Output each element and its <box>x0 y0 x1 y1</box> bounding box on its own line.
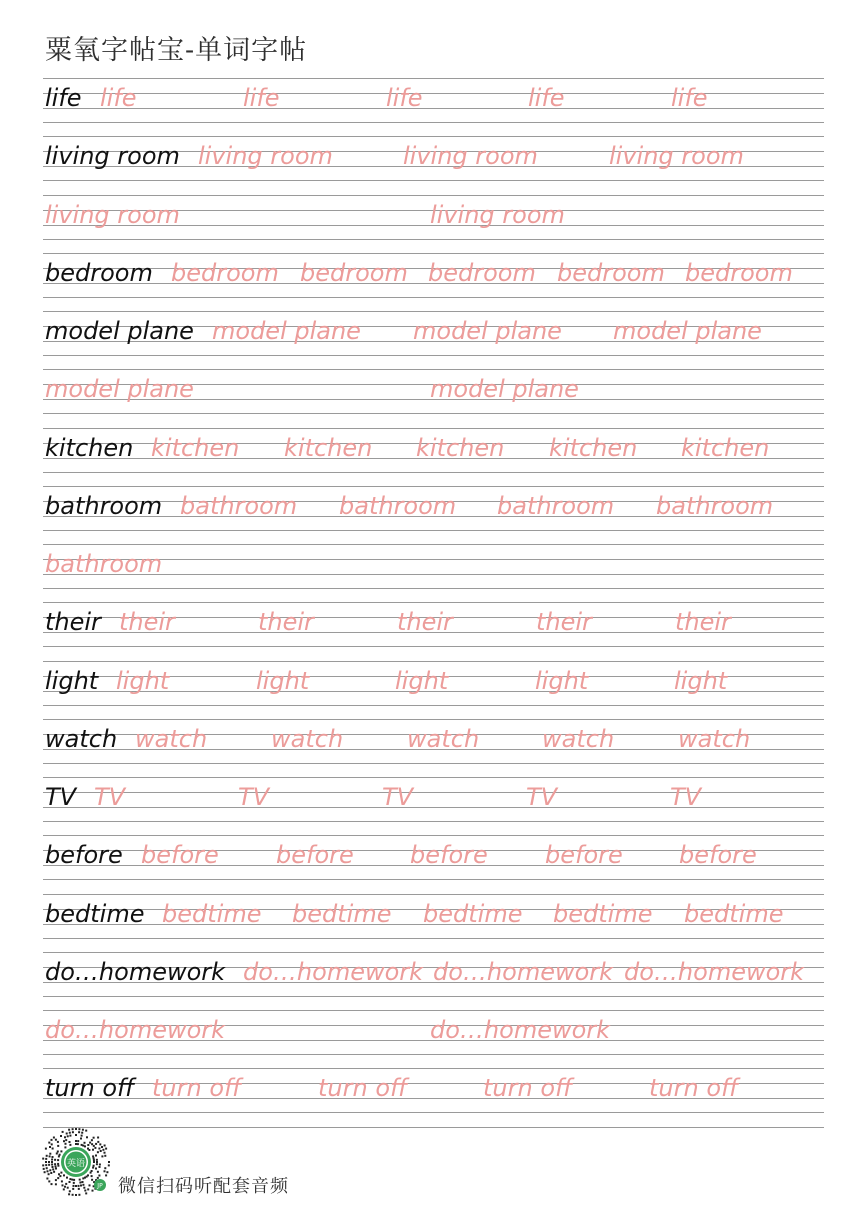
rule-line <box>43 122 824 123</box>
trace-word: their <box>258 608 314 637</box>
practice-rows <box>43 78 824 1128</box>
rule-line <box>43 952 824 953</box>
practice-row <box>43 1068 824 1126</box>
practice-row <box>43 835 824 893</box>
page-title: 粟氧字帖宝-单词字帖 <box>45 35 308 66</box>
trace-word: bedroom <box>171 258 279 287</box>
trace-word: model plane <box>212 317 361 345</box>
trace-word: bathroom <box>339 491 457 520</box>
rule-line <box>43 355 824 356</box>
rule-line <box>43 297 824 298</box>
footer <box>40 1126 440 1206</box>
rule-line <box>43 1068 824 1069</box>
trace-word: model plane <box>613 317 762 345</box>
trace-word: bedtime <box>684 899 784 928</box>
trace-word: watch <box>542 724 615 753</box>
trace-word: model plane <box>430 375 579 404</box>
rule-line <box>43 835 824 836</box>
lead-word: turn off <box>45 1074 135 1103</box>
rule-line <box>43 705 824 706</box>
rule-line <box>43 239 824 240</box>
trace-word: light <box>535 666 589 695</box>
footer-text: 微信扫码听配套音频 <box>118 1176 289 1197</box>
trace-word: bathroom <box>180 491 298 520</box>
trace-word: their <box>397 608 453 637</box>
trace-word: turn off <box>483 1074 573 1103</box>
rule-line <box>43 472 824 473</box>
rule-line <box>43 253 824 254</box>
qr-corner-label: JP <box>97 1182 103 1190</box>
rule-line <box>43 180 824 181</box>
trace-word: do…homework <box>433 957 614 986</box>
lead-word: bedroom <box>45 258 153 287</box>
rule-line <box>43 1010 824 1011</box>
trace-word: kitchen <box>151 433 240 462</box>
trace-word: bedtime <box>292 899 392 928</box>
rule-line <box>43 807 824 808</box>
trace-word: before <box>141 841 219 870</box>
trace-word: kitchen <box>549 433 638 462</box>
rule-line <box>43 777 824 778</box>
trace-word: turn off <box>649 1074 739 1103</box>
trace-word: light <box>674 666 728 695</box>
trace-word: watch <box>271 724 344 753</box>
trace-word: turn off <box>318 1074 408 1103</box>
trace-word: life <box>243 84 280 112</box>
trace-word: bedroom <box>685 258 793 287</box>
practice-row <box>43 428 824 486</box>
rule-line <box>43 879 824 880</box>
practice-row <box>43 661 824 719</box>
trace-word: bedroom <box>300 258 408 287</box>
lead-word: bedtime <box>45 899 145 928</box>
trace-word: kitchen <box>416 433 505 462</box>
trace-word: before <box>545 841 623 870</box>
rule-line <box>43 78 824 79</box>
trace-word: kitchen <box>284 433 373 462</box>
trace-word: model plane <box>45 375 194 404</box>
trace-word: their <box>536 608 592 637</box>
lead-word: model plane <box>45 317 194 345</box>
trace-word: light <box>395 666 449 695</box>
trace-word: kitchen <box>681 433 770 462</box>
trace-word: bathroom <box>497 491 615 520</box>
trace-word: before <box>679 841 757 870</box>
trace-word: life <box>671 84 708 112</box>
rule-line <box>43 544 824 545</box>
rule-line <box>43 763 824 764</box>
trace-word: life <box>386 84 423 112</box>
rule-line <box>43 821 824 822</box>
trace-word: TV <box>526 783 558 811</box>
rule-line <box>43 311 824 312</box>
trace-word: watch <box>135 724 208 753</box>
practice-row <box>43 719 824 777</box>
trace-word: do…homework <box>243 957 424 986</box>
rule-line <box>43 486 824 487</box>
lead-word: their <box>45 608 101 637</box>
trace-word: living room <box>609 142 744 171</box>
trace-word: do…homework <box>624 957 805 986</box>
practice-row <box>43 311 824 369</box>
trace-word: model plane <box>413 317 562 345</box>
rule-line <box>43 938 824 939</box>
qr-code-icon <box>40 1126 112 1198</box>
trace-word: turn off <box>152 1074 242 1103</box>
trace-word: do…homework <box>45 1016 226 1044</box>
rule-line <box>43 792 824 793</box>
practice-row <box>43 78 824 136</box>
trace-word: living room <box>403 142 538 171</box>
practice-row <box>43 253 824 311</box>
rule-line <box>43 1054 824 1055</box>
trace-word: their <box>675 608 731 637</box>
rule-line <box>43 195 824 196</box>
lead-word: TV <box>45 783 77 811</box>
practice-row <box>43 195 824 253</box>
practice-row <box>43 136 824 194</box>
rule-line <box>43 661 824 662</box>
lead-word: watch <box>45 724 118 753</box>
trace-word: bedtime <box>553 899 653 928</box>
rule-line <box>43 646 824 647</box>
trace-word: light <box>256 666 310 695</box>
rule-line <box>43 1112 824 1113</box>
trace-word: living room <box>430 200 565 229</box>
trace-word: before <box>276 841 354 870</box>
rule-line <box>43 894 824 895</box>
practice-row <box>43 894 824 952</box>
lead-word: bathroom <box>45 491 163 520</box>
practice-row <box>43 602 824 660</box>
trace-word: do…homework <box>430 1016 611 1044</box>
trace-word: light <box>116 666 170 695</box>
rule-line <box>43 530 824 531</box>
trace-word: bedroom <box>428 258 536 287</box>
trace-word: watch <box>407 724 480 753</box>
trace-word: TV <box>94 783 126 811</box>
trace-word: TV <box>670 783 702 811</box>
practice-row <box>43 952 824 1010</box>
trace-word: TV <box>238 783 270 811</box>
trace-word: living room <box>45 200 180 229</box>
rule-line <box>43 428 824 429</box>
lead-word: light <box>45 666 99 695</box>
trace-word: bedtime <box>423 899 523 928</box>
lead-word: kitchen <box>45 433 134 462</box>
practice-row <box>43 777 824 835</box>
trace-word: before <box>410 841 488 870</box>
trace-word: bathroom <box>45 550 163 578</box>
rule-line <box>43 719 824 720</box>
trace-word: life <box>100 84 137 112</box>
trace-word: watch <box>678 724 751 753</box>
rule-line <box>43 136 824 137</box>
rule-line <box>43 413 824 414</box>
trace-word: living room <box>198 142 333 171</box>
rule-line <box>43 996 824 997</box>
trace-word: bedtime <box>162 899 262 928</box>
rule-line <box>43 369 824 370</box>
rule-line <box>43 588 824 589</box>
rule-line <box>43 602 824 603</box>
trace-word: bathroom <box>656 491 774 520</box>
lead-word: life <box>45 84 82 112</box>
qr-badge-label: 英语 <box>66 1159 86 1169</box>
lead-word: do…homework <box>45 957 226 986</box>
trace-word: bedroom <box>557 258 665 287</box>
trace-word: TV <box>382 783 414 811</box>
trace-word: their <box>119 608 175 637</box>
practice-row <box>43 544 824 602</box>
practice-row <box>43 1010 824 1068</box>
practice-row <box>43 369 824 427</box>
trace-word: life <box>528 84 565 112</box>
lead-word: living room <box>45 142 180 171</box>
practice-row <box>43 486 824 544</box>
lead-word: before <box>45 841 123 870</box>
